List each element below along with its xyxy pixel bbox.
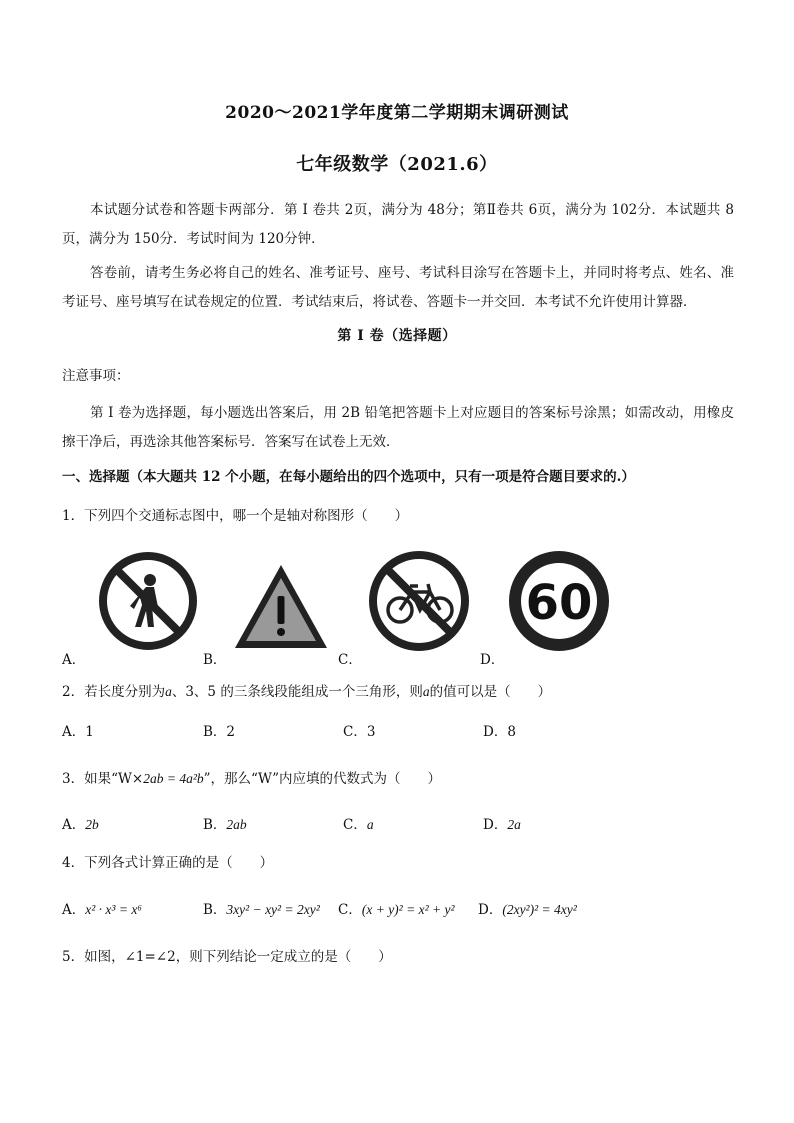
question-2-option-b: B．2 <box>203 724 236 740</box>
question-1-option-c: C． <box>338 652 362 668</box>
question-3-option-a: A．2b <box>62 817 99 833</box>
notice-text: 第 I 卷为选择题，每小题选出答案后，用 2B 铅笔把答题卡上对应题目的答案标号涂黑；如需改动，用橡皮擦干净后，再选涂其他答案标号．答案写在试卷上无效． <box>62 405 734 450</box>
question-1-option-a: A． <box>62 652 86 668</box>
volume-heading: 第 I 卷（选择题） <box>337 328 457 344</box>
question-1-option-b: B． <box>203 652 227 668</box>
variable-a: a <box>165 684 172 699</box>
question-3-equation: 2ab = 4a²b <box>143 771 204 786</box>
question-4-option-c: C．(x + y)² = x² + y² <box>338 902 455 918</box>
no-bicycle-sign-icon <box>366 548 472 654</box>
question-5-stem: 5．如图，∠1=∠2，则下列结论一定成立的是（ ） <box>62 949 392 965</box>
no-pedestrian-sign-icon <box>96 549 200 653</box>
question-3-option-b: B．2ab <box>203 817 247 833</box>
question-3-stem: 3．如果“W×2ab = 4a²b”，那么“W”内应填的代数式为（ ） <box>62 771 441 787</box>
variable-a: a <box>422 684 430 699</box>
exam-subtitle: 七年级数学（2021.6） <box>296 154 498 175</box>
question-2-stem: 2．若长度分别为a、3、5 的三条线段能组成一个三角形，则a的值可以是（ ） <box>62 684 552 700</box>
question-2-option-a: A．1 <box>62 724 94 740</box>
notice-label: 注意事项： <box>62 368 130 384</box>
section-heading: 一、选择题（本大题共 12 个小题，在每小题给出的四个选项中，只有一项是符合题目要求的.） <box>62 469 635 485</box>
blank-box-symbol: W <box>257 771 273 787</box>
intro-paragraph-2: 答卷前，请考生务必将自己的姓名、准考证号、座号、考试科目涂写在答题卡上，并同时将考点、姓名、准考证号、座号填写在试卷规定的位置．考试结束后，将试卷、答题卡一并交回．本考试不允许使用计算器． <box>62 265 734 310</box>
question-3-option-c: C．a <box>343 817 374 833</box>
intro-paragraph-1: 本试题分试卷和答题卡两部分．第 I 卷共 2页，满分为 48分；第Ⅱ卷共 6页，满分为 102分．本试题共 8页，满分为 150分．考试时间为 120分钟． <box>62 202 734 247</box>
speed-limit-60-sign-icon <box>505 547 613 655</box>
exam-title: 2020～2021学年度第二学期期末调研测试 <box>225 103 569 123</box>
question-2-option-c: C．3 <box>343 724 376 740</box>
question-1-stem: 1．下列四个交通标志图中，哪一个是轴对称图形（ ） <box>62 508 409 524</box>
question-2-option-d: D．8 <box>483 724 516 740</box>
warning-triangle-sign-icon <box>232 562 330 652</box>
question-4-stem: 4．下列各式计算正确的是（ ） <box>62 855 274 871</box>
question-3-option-d: D．2a <box>483 817 521 833</box>
speed-limit-value: 60 <box>525 575 593 631</box>
question-4-option-d: D．(2xy²)² = 4xy² <box>478 902 577 918</box>
question-4-option-a: A．x² · x³ = x⁶ <box>62 902 142 918</box>
question-1-option-d: D． <box>480 652 505 668</box>
blank-box-symbol: W <box>118 771 132 787</box>
question-4-option-b: B．3xy² − xy² = 2xy² <box>203 902 320 918</box>
